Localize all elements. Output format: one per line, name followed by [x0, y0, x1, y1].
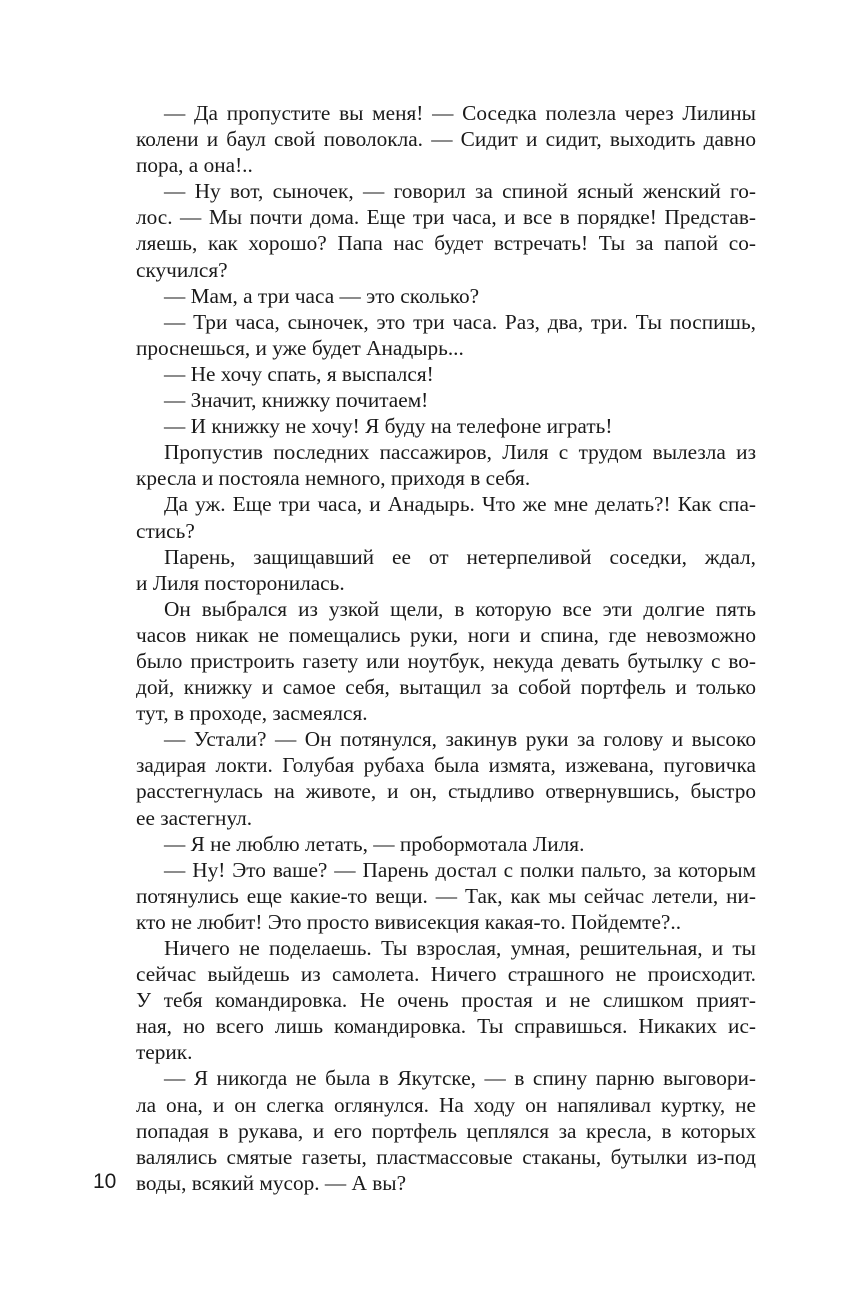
text-line: Парень, защищавший ее от нетерпеливой соседки, ждал,	[164, 544, 756, 569]
text-line: терик.	[136, 1040, 193, 1065]
text-line: — Ну! Это ваше? — Парень достал с полки пальто, за которым	[164, 857, 756, 882]
paragraph	[136, 100, 756, 178]
text-line: лос. — Мы почти дома. Еще три часа, и все в порядке! Представ-	[136, 205, 756, 230]
text-line: задирая локти. Голубая рубаха была измята, изжевана, пуговичка	[136, 753, 756, 778]
paragraph	[136, 831, 756, 857]
text-line: дой, книжку и самое себя, вытащил за собой портфель и только	[136, 675, 756, 700]
paragraph	[136, 413, 756, 439]
text-line: ла она, и он слегка оглянулся. На ходу он напяливал куртку, не	[136, 1092, 756, 1117]
text-line: Пропустив последних пассажиров, Лиля с трудом вылезла из	[164, 440, 756, 465]
paragraph	[136, 283, 756, 309]
text-line: кресла и постояла немного, приходя в себя.	[136, 466, 531, 491]
paragraph	[136, 935, 756, 1065]
paragraph	[136, 596, 756, 726]
paragraph	[136, 387, 756, 413]
text-line: — Три часа, сыночек, это три часа. Раз, два, три. Ты поспишь,	[164, 309, 756, 334]
text-line: часов никак не помещались руки, ноги и спина, где невозможно	[136, 622, 756, 647]
page-body	[136, 100, 756, 1196]
paragraph	[136, 439, 756, 491]
text-line: — Не хочу спать, я выспался!	[164, 361, 434, 386]
text-line: — Я не люблю летать, — пробормотала Лиля.	[164, 831, 585, 856]
paragraph	[136, 544, 756, 596]
paragraph	[136, 726, 756, 830]
paragraph	[136, 361, 756, 387]
text-line: воды, всякий мусор. — А вы?	[136, 1170, 407, 1195]
text-line: — Мам, а три часа — это сколько?	[164, 283, 480, 308]
text-line: кто не любит! Это просто вивисекция какая-то. Пойдемте?..	[136, 909, 682, 934]
text-line: скучился?	[136, 257, 228, 282]
text-line: — Значит, книжку почитаем!	[164, 388, 429, 413]
text-line: — Да пропустите вы меня! — Соседка полезла через Лилины	[164, 101, 756, 125]
paragraph	[136, 178, 756, 282]
text-line: — И книжку не хочу! Я буду на телефоне играть!	[164, 414, 613, 439]
text-line: расстегнулась на животе, и он, стыдливо отвернувшись, быстро	[136, 779, 756, 804]
text-line: валялись смятые газеты, пластмассовые стаканы, бутылки из-под	[136, 1144, 756, 1169]
text-line: — Ну вот, сыночек, — говорил за спиной ясный женский го-	[164, 179, 756, 204]
text-line: было пристроить газету или ноутбук, некуда девать бутылку с во-	[136, 648, 756, 673]
text-line: пора, а она!..	[136, 153, 253, 178]
text-line: и Лиля посторонилась.	[136, 570, 345, 595]
text-line: — Я никогда не была в Якутске, — в спину парню выговори-	[164, 1066, 756, 1091]
paragraph	[136, 857, 756, 935]
text-line: колени и баул свой поволокла. — Сидит и сидит, выходить давно	[136, 127, 756, 152]
text-line: попадая в рукава, и его портфель цеплялся за кресла, в которых	[136, 1118, 756, 1143]
paragraph	[136, 309, 756, 361]
text-line: Да уж. Еще три часа, и Анадырь. Что же мне делать?! Как спа-	[164, 492, 756, 517]
text-line: проснешься, и уже будет Анадырь...	[136, 335, 464, 360]
text-line: потянулись еще какие-то вещи. — Так, как мы сейчас летели, ни-	[136, 883, 756, 908]
text-line: ная, но всего лишь командировка. Ты справишься. Никаких ис-	[136, 1014, 756, 1039]
text-line: Он выбрался из узкой щели, в которую все эти долгие пять	[164, 596, 756, 621]
text-line: Ничего не поделаешь. Ты взрослая, умная, решительная, и ты	[164, 936, 756, 960]
page-number: 10	[93, 1170, 117, 1193]
paragraph	[136, 1065, 756, 1195]
text-line: ляешь, как хорошо? Папа нас будет встречать! Ты за папой со-	[136, 231, 756, 256]
paragraph	[136, 491, 756, 543]
text-line: тут, в проходе, засмеялся.	[136, 701, 368, 726]
text-line: — Устали? — Он потянулся, закинув руки за голову и высоко	[164, 727, 756, 752]
text-line: ее застегнул.	[136, 805, 253, 830]
text-line: стись?	[136, 518, 195, 543]
text-line: У тебя командировка. Не очень простая и не слишком прият-	[136, 988, 756, 1013]
text-line: сейчас выйдешь из самолета. Ничего страшного не происходит.	[136, 962, 756, 987]
